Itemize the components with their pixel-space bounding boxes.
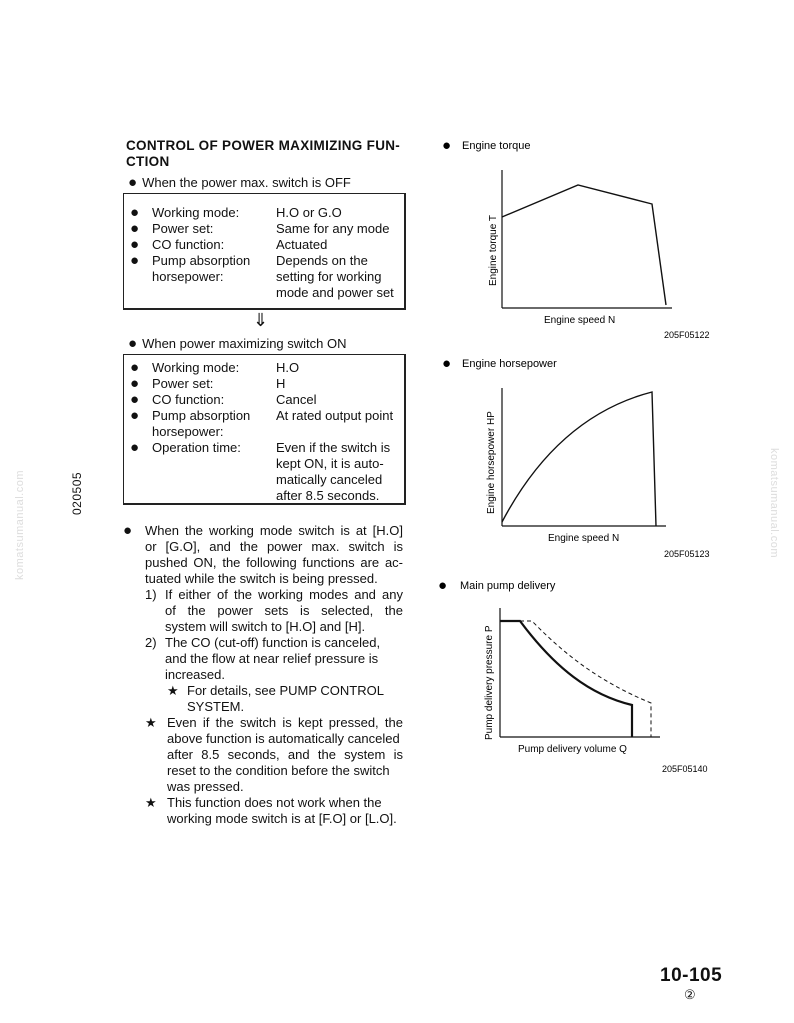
item-1-number: 1) xyxy=(145,587,157,602)
horsepower-y-label: Engine horsepower HP xyxy=(486,411,497,514)
on-operation-time-value-4: after 8.5 seconds. xyxy=(276,488,380,503)
off-co-function-value: Actuated xyxy=(276,237,328,252)
bullet-icon: ● xyxy=(130,204,140,221)
torque-y-label: Engine torque T xyxy=(488,215,499,286)
on-operation-time-label: Operation time: xyxy=(152,440,241,455)
note-2-line-2: working mode switch is at [F.O] or [L.O]. xyxy=(167,811,397,826)
section-title-line-2: CTION xyxy=(126,154,170,169)
bullet-icon: ● xyxy=(442,355,452,372)
torque-x-label: Engine speed N xyxy=(544,315,616,326)
item-2-number: 2) xyxy=(145,635,157,650)
note-0-line-2: SYSTEM. xyxy=(187,699,245,714)
on-working-mode-label: Working mode: xyxy=(152,360,240,375)
revision-mark: ② xyxy=(684,987,696,1002)
item-1-line-2: of the power sets is selected, the xyxy=(165,603,403,618)
on-power-set-value: H xyxy=(276,376,286,391)
pump-x-label: Pump delivery volume Q xyxy=(518,744,627,755)
on-operation-time-value-3: matically canceled xyxy=(276,472,383,487)
off-pump-absorption-label-1: Pump absorption xyxy=(152,253,251,268)
star-icon: ★ xyxy=(145,715,157,730)
on-heading-text: When power maximizing switch ON xyxy=(142,336,347,351)
bullet-icon: ● xyxy=(130,439,140,456)
off-power-set-value: Same for any mode xyxy=(276,221,390,236)
on-pump-absorption-label-2: horsepower: xyxy=(152,424,224,439)
on-settings-box xyxy=(123,354,406,505)
torque-curve xyxy=(502,185,666,305)
off-working-mode-label: Working mode: xyxy=(152,205,240,220)
on-power-set-label: Power set: xyxy=(152,376,214,391)
off-settings-box xyxy=(123,193,406,310)
p1-line-2: or [G.O], and the power max. switch is xyxy=(145,539,403,554)
bullet-icon: ● xyxy=(130,236,140,253)
on-heading xyxy=(128,336,347,352)
bullet-icon: ● xyxy=(438,577,448,594)
star-icon: ★ xyxy=(145,795,157,810)
note-0-line-1: For details, see PUMP CONTROL xyxy=(187,683,384,698)
pump-y-label: Pump delivery pressure P xyxy=(484,625,495,740)
p1-line-1: When the working mode switch is at [H.O] xyxy=(145,523,403,538)
pump-curve-normal xyxy=(500,621,632,737)
section-title xyxy=(126,138,416,170)
charts-panel xyxy=(430,130,730,780)
pump-figure-code: 205F05140 xyxy=(662,764,708,774)
horsepower-figure-code: 205F05123 xyxy=(664,549,710,559)
off-pump-absorption-value-3: mode and power set xyxy=(276,285,394,300)
watermark-left: komatsumanual.com xyxy=(14,470,26,580)
on-pump-absorption-label-1: Pump absorption xyxy=(152,408,251,423)
on-operation-time-value-2: kept ON, it is auto- xyxy=(276,456,384,471)
on-co-function-value: Cancel xyxy=(276,392,317,407)
bullet-icon: ● xyxy=(130,407,140,424)
bullet-icon: ● xyxy=(130,391,140,408)
note-1-line-1: Even if the switch is kept pressed, the xyxy=(167,715,403,730)
bullet-icon: ● xyxy=(130,252,140,269)
off-heading xyxy=(128,175,351,191)
page-number: 10-105 xyxy=(660,965,723,986)
section-title-line-1: CONTROL OF POWER MAXIMIZING FUN- xyxy=(126,138,401,153)
off-pump-absorption-value-2: setting for working xyxy=(276,269,382,284)
on-operation-time-value-1: Even if the switch is xyxy=(276,440,391,455)
down-arrow-icon: ⇓ xyxy=(253,310,269,330)
item-2-line-1: The CO (cut-off) function is canceled, xyxy=(165,635,381,650)
on-pump-absorption-value: At rated output point xyxy=(276,408,394,423)
note-1-line-2: above function is automatically canceled xyxy=(167,731,400,746)
item-2-line-2: and the flow at near relief pressure is xyxy=(165,651,379,666)
bullet-icon: ● xyxy=(130,220,140,237)
bullet-icon: ● xyxy=(123,522,133,539)
side-code: 020505 xyxy=(70,471,84,515)
off-pump-absorption-value-1: Depends on the xyxy=(276,253,368,268)
horsepower-curve xyxy=(502,392,656,526)
off-pump-absorption-label-2: horsepower: xyxy=(152,269,224,284)
off-heading-text: When the power max. switch is OFF xyxy=(142,175,351,190)
bullet-icon: ● xyxy=(128,335,138,352)
torque-figure-code: 205F05122 xyxy=(664,330,710,340)
on-working-mode-value: H.O xyxy=(276,360,300,375)
off-co-function-label: CO function: xyxy=(152,237,225,252)
horsepower-heading: Engine horsepower xyxy=(462,358,557,370)
bullet-icon: ● xyxy=(130,375,140,392)
pump-heading: Main pump delivery xyxy=(460,580,556,592)
on-co-function-label: CO function: xyxy=(152,392,225,407)
horsepower-x-label: Engine speed N xyxy=(548,533,620,544)
bullet-icon: ● xyxy=(128,174,138,191)
item-1-line-3: system will switch to [H.O] and [H]. xyxy=(165,619,366,634)
off-power-set-label: Power set: xyxy=(152,221,214,236)
note-2-line-1: This function does not work when the xyxy=(167,795,382,810)
item-2-line-3: increased. xyxy=(165,667,225,682)
p1-line-3: pushed ON, the following functions are ac- xyxy=(145,555,403,570)
star-icon: ★ xyxy=(167,683,179,698)
torque-heading: Engine torque xyxy=(462,140,531,152)
p1-line-4: tuated while the switch is being pressed. xyxy=(145,571,378,586)
off-working-mode-value: H.O or G.O xyxy=(276,205,342,220)
item-1-line-1: If either of the working modes and any xyxy=(165,587,403,602)
bullet-icon: ● xyxy=(442,137,452,154)
note-1-line-4: reset to the condition before the switch xyxy=(167,763,390,778)
note-1-line-3: after 8.5 seconds, and the system is xyxy=(167,747,403,762)
note-1-line-5: was pressed. xyxy=(167,779,244,794)
bullet-icon: ● xyxy=(130,359,140,376)
watermark-right: komatsumanual.com xyxy=(768,448,780,558)
